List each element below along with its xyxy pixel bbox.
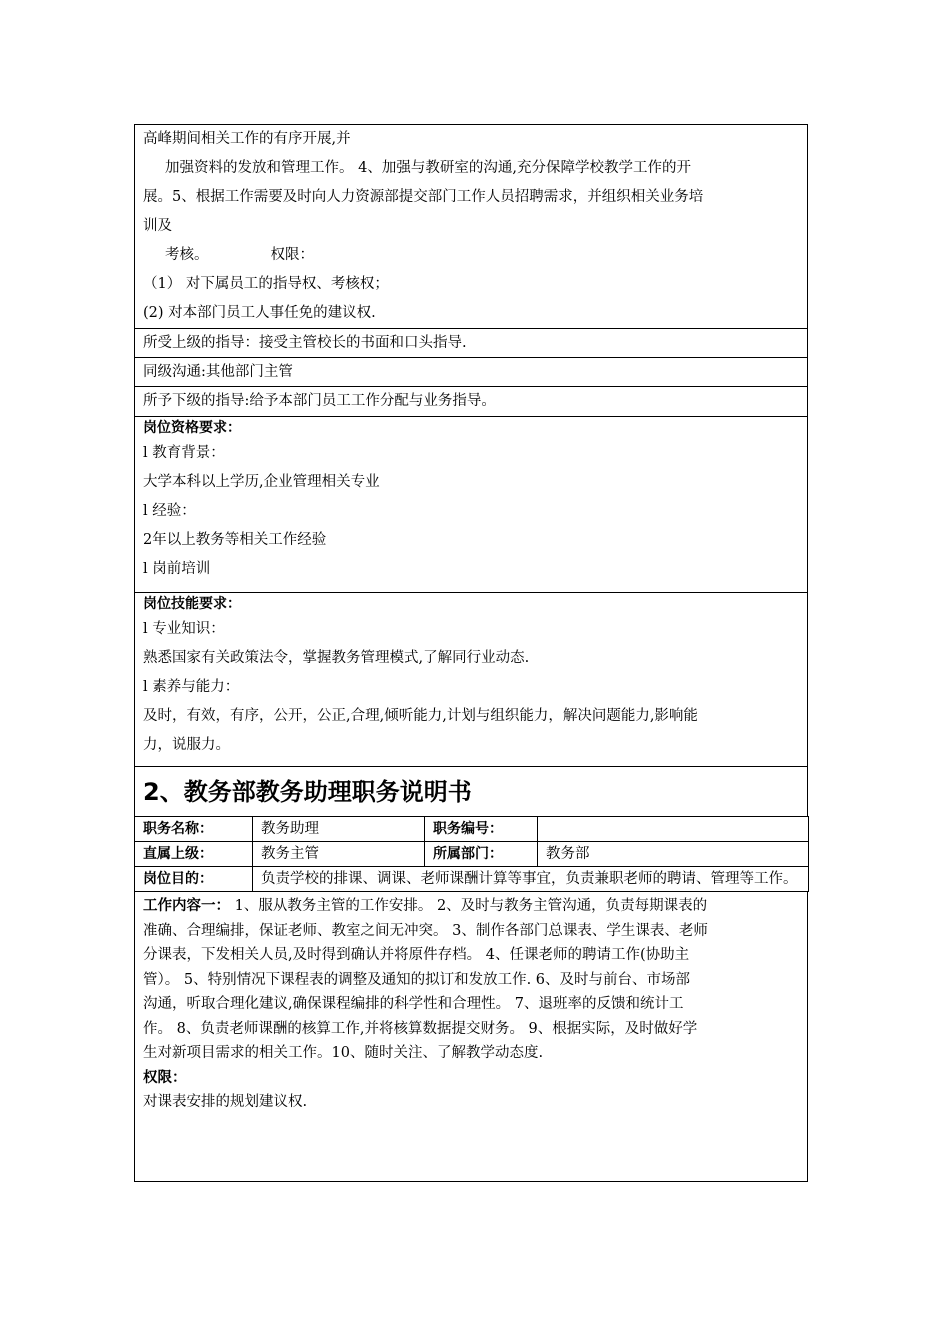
duties-line: 加强资料的发放和管理工作。 4、加强与教研室的沟通,充分保障学校教学工作的开 bbox=[165, 160, 691, 176]
permissions-label: 权限： bbox=[270, 247, 314, 263]
qualification-line: l 经验： bbox=[143, 503, 196, 519]
qualification-heading: 岗位资格要求： bbox=[143, 420, 241, 436]
superior-value: 教务主管 bbox=[253, 842, 425, 867]
qualification-line: l 教育背景： bbox=[143, 445, 225, 461]
duties-line: 展。5、根据工作需要及时向人力资源部提交部门工作人员招聘需求，并组织相关业务培 bbox=[143, 189, 704, 205]
work-line: 分课表，下发相关人员,及时得到确认并将原件存档。 4、任课老师的聘请工作(协助主 bbox=[143, 947, 690, 963]
subordinate-guidance-text: 所予下级的指导:给予本部门员工工作分配与业务指导。 bbox=[143, 393, 496, 409]
skills-line: l 专业知识： bbox=[143, 621, 225, 637]
duties-continuation-block bbox=[134, 124, 808, 328]
department-value: 教务部 bbox=[538, 842, 809, 867]
superior-guidance-row bbox=[134, 328, 808, 357]
work-line: 沟通，听取合理化建议,确保课程编排的科学性和合理性。 7、退班率的反馈和统计工 bbox=[143, 996, 684, 1012]
qualification-line: l 岗前培训 bbox=[143, 561, 211, 577]
permission-item: (2) 对本部门员工人事任免的建议权. bbox=[143, 305, 376, 321]
permissions-heading bbox=[143, 1066, 797, 1091]
duties-line bbox=[135, 241, 807, 270]
section-title-row bbox=[134, 766, 808, 816]
table-row bbox=[135, 817, 809, 842]
skills-line: l 素养与能力： bbox=[143, 679, 240, 695]
work-line: 管）。 5、特别情况下课程表的调整及通知的拟订和发放工作. 6、及时与前台、市场部 bbox=[143, 971, 691, 988]
peer-communication-row bbox=[134, 357, 808, 386]
work-text: 1、服从教务主管的工作安排。 2、及时与教务主管沟通，负责每期课表的 bbox=[230, 898, 708, 914]
skills-section bbox=[134, 592, 808, 766]
work-line bbox=[143, 894, 797, 919]
purpose-label: 岗位目的： bbox=[135, 867, 253, 892]
duties-line: 训及 bbox=[143, 218, 172, 234]
skills-line: 力，说服力。 bbox=[143, 737, 230, 753]
subordinate-guidance-row bbox=[134, 386, 808, 416]
skills-line: 熟悉国家有关政策法令，掌握教务管理模式,了解同行业动态. bbox=[143, 650, 530, 666]
job-info-table bbox=[134, 816, 809, 892]
section-title: 2、教务部教务助理职务说明书 bbox=[143, 778, 472, 806]
document-page bbox=[134, 124, 808, 1182]
superior-guidance-text: 所受上级的指导：接受主管校长的书面和口头指导. bbox=[143, 335, 467, 351]
table-row bbox=[135, 867, 809, 892]
permissions-heading-text: 权限： bbox=[143, 1069, 187, 1086]
work-content-label: 工作内容一： bbox=[143, 898, 230, 914]
permission-item: （1） 对下属员工的指导权、考核权； bbox=[143, 276, 389, 292]
work-content-text bbox=[135, 892, 807, 1115]
job-name-value: 教务助理 bbox=[253, 817, 425, 842]
work-line: 作。 8、负责老师课酬的核算工作,并将核算数据提交财务。 9、根据实际，及时做好学 bbox=[143, 1020, 698, 1037]
purpose-value: 负责学校的排课、调课、老师课酬计算等事宜，负责兼职老师的聘请、管理等工作。 bbox=[253, 867, 809, 892]
permissions-value: 对课表安排的规划建议权. bbox=[143, 1094, 308, 1110]
work-content-section bbox=[134, 892, 808, 1182]
skills-heading: 岗位技能要求： bbox=[143, 596, 241, 612]
table-row bbox=[135, 842, 809, 867]
superior-label: 直属上级： bbox=[135, 842, 253, 867]
peer-communication-text: 同级沟通:其他部门主管 bbox=[143, 364, 293, 380]
job-code-label: 职务编号： bbox=[425, 817, 538, 842]
work-line: 准确、合理编排，保证老师、教室之间无冲突。 3、制作各部门总课表、学生课表、老师 bbox=[143, 922, 708, 939]
qualification-section bbox=[134, 416, 808, 592]
work-line: 生对新项目需求的相关工作。10、随时关注、了解教学动态度. bbox=[143, 1045, 544, 1061]
duties-line: 高峰期间相关工作的有序开展,并 bbox=[143, 131, 351, 147]
qualification-line: 2年以上教务等相关工作经验 bbox=[143, 532, 327, 548]
qualification-line: 大学本科以上学历,企业管理相关专业 bbox=[143, 474, 380, 490]
job-code-value bbox=[538, 817, 809, 842]
duties-text: 考核。 bbox=[165, 247, 209, 263]
skills-line: 及时，有效，有序，公开，公正,合理,倾听能力,计划与组织能力，解决问题能力,影响能 bbox=[143, 708, 698, 724]
job-name-label: 职务名称： bbox=[135, 817, 253, 842]
department-label: 所属部门： bbox=[425, 842, 538, 867]
